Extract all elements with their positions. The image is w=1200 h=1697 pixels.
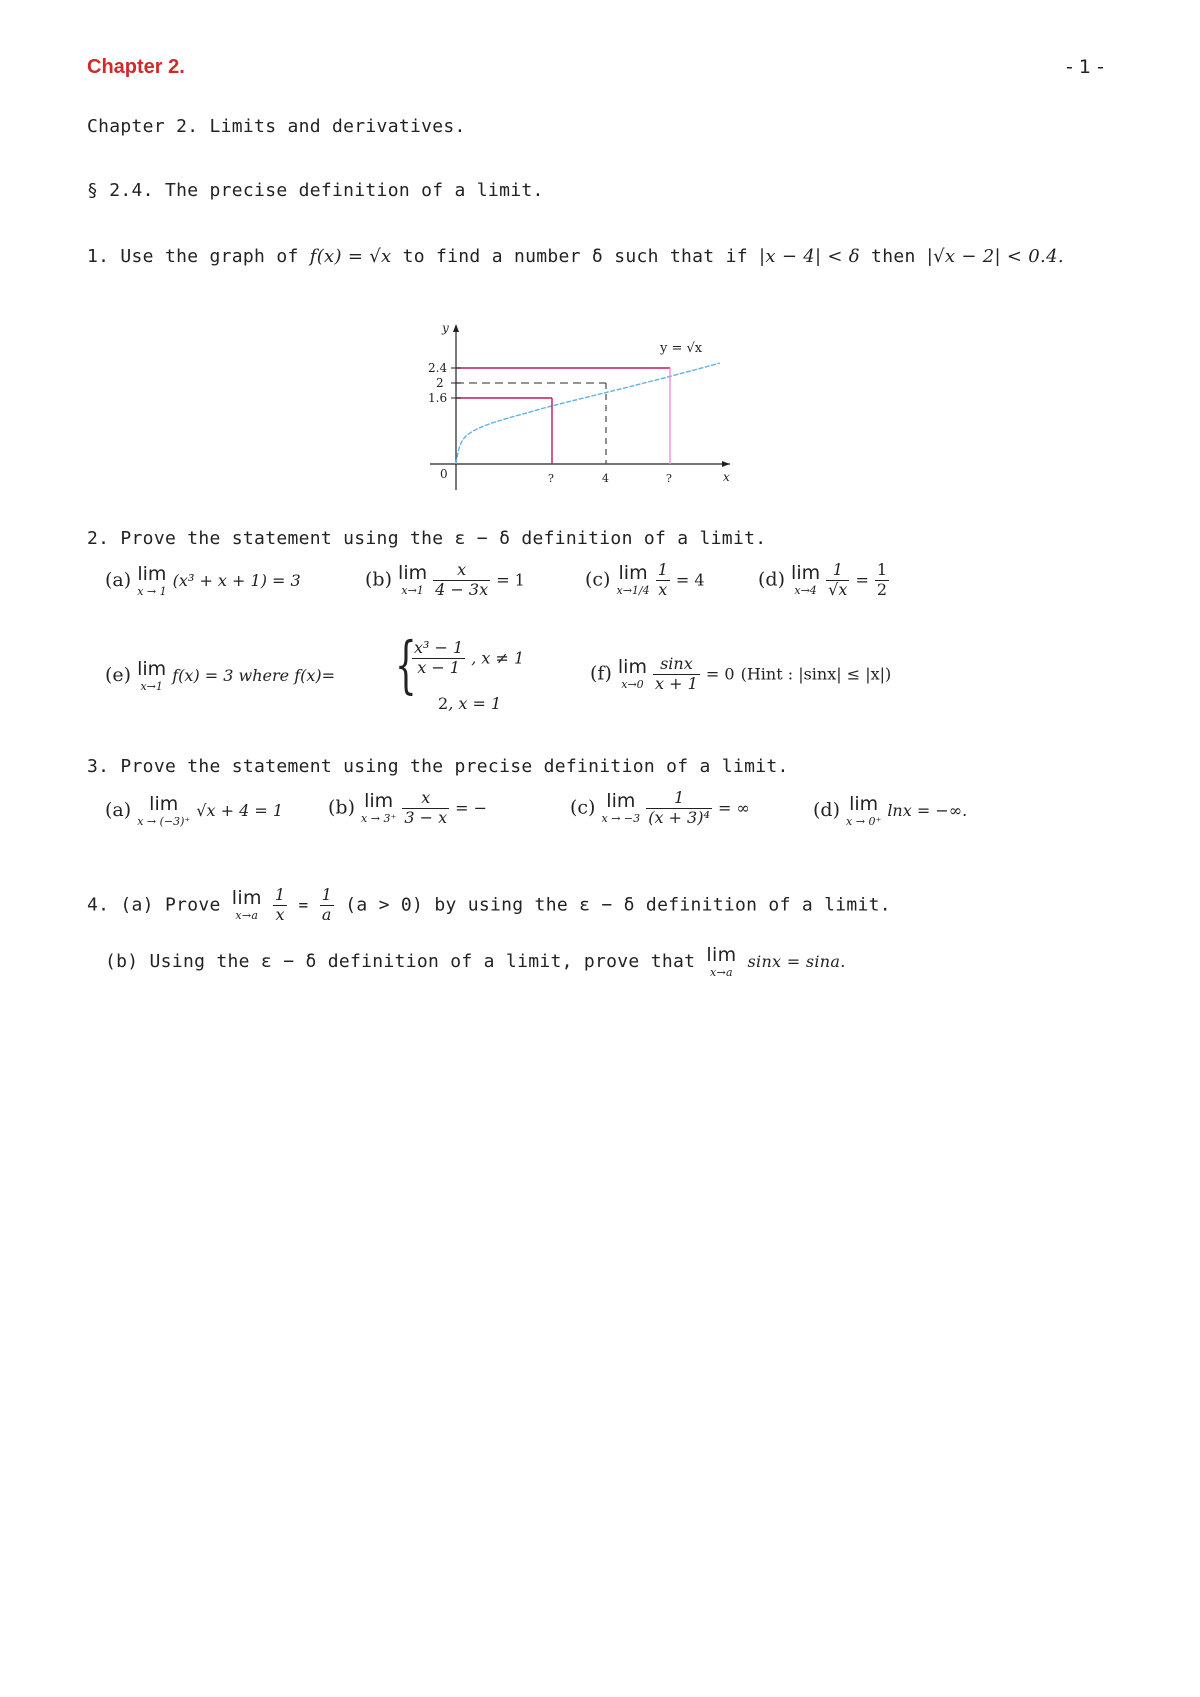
section-title: § 2.4. The precise definition of a limit. bbox=[87, 180, 544, 201]
lim-text: lim bbox=[149, 793, 179, 815]
problem-3c bbox=[570, 790, 750, 827]
p2a-lim bbox=[137, 565, 166, 597]
denominator: 2 bbox=[876, 579, 888, 599]
problem-2c bbox=[585, 562, 705, 599]
problem-4a bbox=[87, 887, 891, 924]
p2e-case1-condition: , x ≠ 1 bbox=[471, 648, 525, 668]
p2d-label: (d) bbox=[758, 568, 785, 591]
p1-condition: |x − 4| < δ bbox=[759, 246, 860, 267]
p1-text-b: to find a number δ such that if bbox=[391, 246, 759, 267]
x-tick-label-left: ? bbox=[548, 472, 554, 485]
p2d-eq: = bbox=[855, 570, 869, 590]
p2c-rhs: = 4 bbox=[675, 570, 705, 590]
piecewise-brace: { bbox=[395, 628, 417, 701]
problem-2f bbox=[590, 656, 891, 693]
p3c-label: (c) bbox=[570, 796, 596, 819]
p4a-lim bbox=[232, 889, 262, 921]
p3b-fraction bbox=[402, 790, 449, 827]
lim-text: lim bbox=[617, 656, 647, 679]
p2e-case1-fraction bbox=[412, 640, 465, 677]
lim-text: lim bbox=[398, 562, 428, 585]
y-tick-label-2: 2 bbox=[436, 376, 444, 390]
problem-1 bbox=[87, 246, 1064, 267]
problem-4b bbox=[105, 946, 846, 978]
p2d-rhs-fraction bbox=[875, 562, 889, 599]
denominator: 4 − 3x bbox=[435, 579, 489, 599]
p1-fx: (x) = √x bbox=[316, 246, 392, 267]
denominator: x + 1 bbox=[655, 673, 698, 693]
chapter-title: Chapter 2. Limits and derivatives. bbox=[87, 116, 466, 137]
lim-text: lim bbox=[231, 887, 262, 910]
p3d-expr: lnx = −∞. bbox=[887, 801, 968, 820]
problem-2d bbox=[758, 562, 889, 599]
p1-then: then bbox=[859, 246, 927, 267]
y-axis-label: y bbox=[442, 321, 449, 335]
p3a-expr: √x + 4 = 1 bbox=[196, 801, 284, 820]
p4a-eq: = bbox=[298, 895, 309, 915]
origin-label: 0 bbox=[440, 467, 448, 481]
p1-f: f bbox=[309, 246, 317, 267]
p2d-lim bbox=[791, 564, 820, 596]
p2e-case-1 bbox=[412, 640, 524, 677]
problem-2e bbox=[105, 660, 335, 692]
p2d-fraction bbox=[826, 562, 849, 599]
numerator: 1 bbox=[646, 790, 712, 809]
p2b-fraction bbox=[433, 562, 490, 599]
problem-3a bbox=[105, 795, 283, 827]
p3b-lim bbox=[361, 792, 396, 824]
denominator: (x + 3)⁴ bbox=[648, 807, 710, 827]
x-axis-arrow bbox=[722, 461, 730, 467]
lim-sub: x→4 bbox=[794, 584, 817, 598]
problem-2b bbox=[365, 562, 525, 599]
p2e-case-2 bbox=[438, 694, 501, 713]
y-tick-label-2.4: 2.4 bbox=[428, 361, 448, 375]
lim-text: lim bbox=[137, 563, 167, 585]
lim-sub: x→1 bbox=[401, 584, 424, 598]
denominator: x bbox=[275, 904, 285, 924]
lim-sub: x → 1 bbox=[137, 585, 167, 598]
page-number: - 1 - bbox=[1066, 56, 1104, 78]
p1-result: |√x − 2| < 0.4. bbox=[926, 246, 1064, 267]
lim-sub: x→0 bbox=[621, 678, 644, 692]
denominator: x bbox=[658, 579, 668, 599]
lim-text: lim bbox=[364, 790, 394, 813]
p2f-rhs: = 0 bbox=[705, 664, 735, 684]
p2f-hint: (Hint : |sinx| ≤ |x|) bbox=[740, 664, 892, 684]
lim-sub: x→a bbox=[709, 966, 733, 979]
problem-2a bbox=[105, 565, 301, 597]
p2f-label: (f) bbox=[590, 662, 612, 685]
lim-text: lim bbox=[791, 562, 821, 585]
numerator: x bbox=[433, 562, 490, 581]
lim-text: lim bbox=[849, 793, 879, 815]
p1-text-a: 1. Use the graph of bbox=[87, 246, 310, 267]
p4a-intro: 4. (a) Prove bbox=[87, 894, 221, 916]
p2c-lim bbox=[617, 564, 650, 596]
p3d-lim bbox=[846, 795, 881, 827]
problem-3-intro: 3. Prove the statement using the precise definition of a limit. bbox=[87, 756, 789, 777]
p3c-rhs: = ∞ bbox=[717, 798, 750, 818]
lim-text: lim bbox=[606, 790, 636, 813]
p2e-case2-condition: , x = 1 bbox=[448, 694, 502, 713]
numerator: sinx bbox=[653, 656, 700, 675]
sqrt-graph bbox=[420, 318, 740, 493]
y-axis-arrow bbox=[453, 324, 459, 332]
denominator: √x bbox=[828, 579, 848, 599]
lim-sub: x → 0⁺ bbox=[846, 815, 882, 828]
p4a-rest: (a > 0) by using the ε − δ definition of a limit. bbox=[345, 894, 891, 916]
p3a-lim bbox=[137, 795, 190, 827]
p4b-lim bbox=[706, 946, 736, 978]
p2e-case2-value: 2 bbox=[438, 694, 449, 713]
lim-text: lim bbox=[618, 562, 648, 585]
p2f-fraction bbox=[653, 656, 700, 693]
p2e-expr: f(x) = 3 where f(x)= bbox=[172, 666, 336, 685]
p2a-label: (a) bbox=[105, 569, 132, 591]
denominator: a bbox=[321, 904, 332, 924]
x-axis-label: x bbox=[723, 470, 730, 484]
sqrt-curve bbox=[456, 363, 720, 464]
numerator: 1 bbox=[321, 885, 333, 904]
p2b-label: (b) bbox=[365, 568, 392, 591]
numerator: 1 bbox=[274, 885, 286, 904]
lim-sub: x→1/4 bbox=[616, 584, 650, 598]
lim-text: lim bbox=[137, 658, 167, 680]
x-tick-label-right: ? bbox=[666, 472, 672, 485]
lim-sub: x→1 bbox=[140, 680, 163, 693]
denominator: x − 1 bbox=[417, 657, 460, 677]
numerator: x bbox=[402, 790, 449, 809]
numerator: 1 bbox=[876, 560, 888, 579]
p3a-label: (a) bbox=[105, 799, 132, 821]
numerator: 1 bbox=[657, 560, 668, 579]
p2a-expr: (x³ + x + 1) = 3 bbox=[172, 571, 301, 590]
p2e-label: (e) bbox=[105, 664, 132, 686]
p3b-rhs: = − bbox=[455, 798, 488, 818]
p2c-label: (c) bbox=[585, 568, 611, 591]
p3d-label: (d) bbox=[813, 799, 840, 821]
p4b-expr: sinx = sina. bbox=[747, 952, 846, 971]
curve-label: y = √x bbox=[660, 341, 703, 356]
p3c-lim bbox=[602, 792, 641, 824]
x-tick-label-4: 4 bbox=[602, 472, 609, 485]
lim-sub: x → −3 bbox=[601, 812, 641, 826]
chapter-header: Chapter 2. bbox=[87, 56, 185, 78]
y-tick-label-1.6: 1.6 bbox=[428, 391, 448, 405]
lim-text: lim bbox=[706, 944, 737, 966]
p4b-text: (b) Using the ε − δ definition of a limit, prove that bbox=[105, 951, 696, 972]
p4a-rhs-fraction bbox=[320, 887, 334, 924]
p4a-fraction bbox=[273, 887, 287, 924]
lim-sub: x → (−3)⁺ bbox=[137, 815, 191, 828]
problem-2-intro: 2. Prove the statement using the ε − δ definition of a limit. bbox=[87, 528, 767, 549]
lim-sub: x → 3⁺ bbox=[361, 812, 397, 826]
p2b-rhs: = 1 bbox=[496, 570, 525, 590]
denominator: 3 − x bbox=[404, 807, 448, 827]
lim-sub: x→a bbox=[235, 909, 259, 923]
p3b-label: (b) bbox=[328, 796, 355, 819]
p2c-fraction bbox=[656, 562, 670, 599]
numerator: 1 bbox=[826, 562, 849, 581]
numerator: x³ − 1 bbox=[414, 638, 464, 657]
p2f-lim bbox=[618, 658, 647, 690]
problem-3b bbox=[328, 790, 487, 827]
problem-3d bbox=[813, 795, 967, 827]
p3c-fraction bbox=[646, 790, 712, 827]
p2e-lim bbox=[137, 660, 166, 692]
p2b-lim bbox=[398, 564, 427, 596]
